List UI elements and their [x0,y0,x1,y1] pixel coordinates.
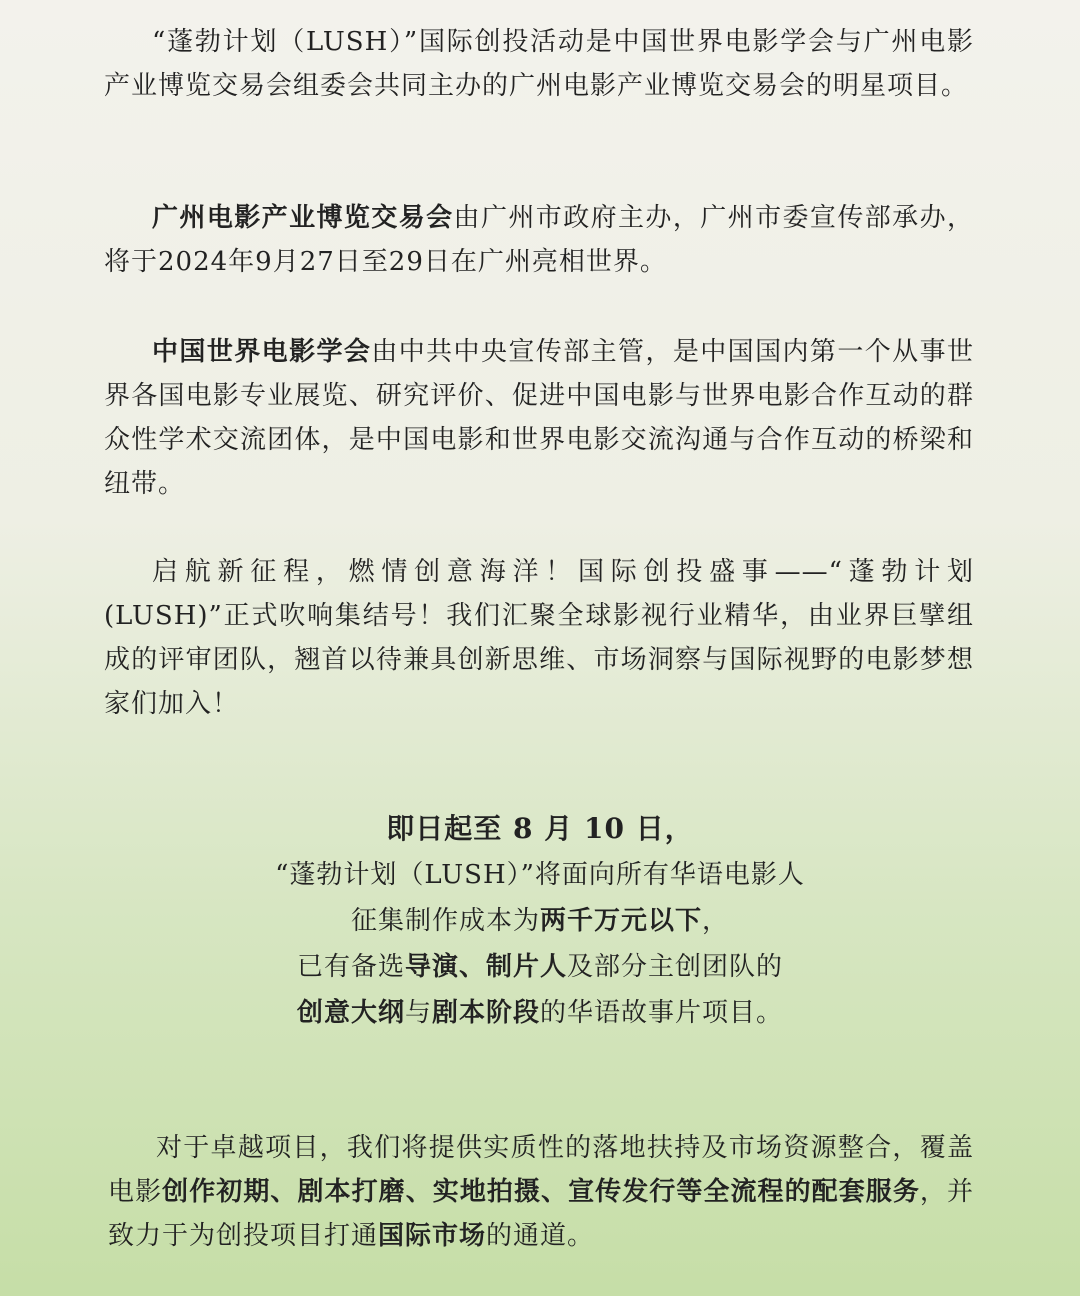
expo-name: 广州电影产业博览交易会 [152,203,454,233]
support-paragraph [108,1126,974,1258]
intro-paragraph-lush [104,20,974,108]
launch-text: 启航新征程，燃情创意海洋！国际创投盛事——“蓬勃计划(LUSH)”正式吹响集结号！我们汇聚全球影视行业精华，由业界巨擘组成的评审团队，翘首以待兼具创新思维、市场洞察与国际视野的电影梦想家们加入！ [104,557,974,719]
expo-description: 由广州市政府主办，广州市委宣传部承办，将于2024年9月27日至29日在广州亮相世界。 [104,203,974,277]
stage-connector: 与 [404,998,432,1028]
deadline-headline: 即日起至 8 月 10 日， [386,812,694,845]
support-market: 国际市场 [378,1221,487,1251]
stage-suffix: 的华语故事片项目。 [540,998,784,1028]
society-name: 中国世界电影学会 [152,337,372,367]
budget-suffix: ， [702,906,730,936]
budget-limit: 两千万元以下 [539,906,702,936]
call-for-entries [0,806,1080,1036]
call-target-line: “蓬勃计划（LUSH）”将面向所有华语电影人 [275,860,805,890]
team-suffix: 及部分主创团队的 [567,952,784,982]
team-roles: 导演、制片人 [404,952,567,982]
support-middle: ，并致力于为创投项目打通 [108,1177,974,1251]
team-line [0,944,1080,990]
budget-prefix: 征集制作成本为 [350,906,540,936]
intro-paragraph-expo [104,196,974,284]
intro-paragraph-launch [104,550,974,726]
support-services: 创作初期、剧本打磨、实地拍摄、宣传发行等全流程的配套服务 [162,1177,920,1207]
stage-outline: 创意大纲 [296,998,405,1028]
stage-line [0,990,1080,1036]
stage-script: 剧本阶段 [432,998,541,1028]
budget-line [0,898,1080,944]
society-description: 由中共中央宣传部主管，是中国国内第一个从事世界各国电影专业展览、研究评价、促进中国电影与世界电影合作互动的群众性学术交流团体，是中国电影和世界电影交流沟通与合作互动的桥梁和纽带。 [104,337,974,499]
intro-paragraph-society [104,330,974,506]
team-prefix: 已有备选 [296,952,405,982]
support-prefix: 对于卓越项目，我们将提供实质性的落地扶持及市场资源整合，覆盖电影 [108,1133,974,1207]
intro-text: “蓬勃计划（LUSH）”国际创投活动是中国世界电影学会与广州电影产业博览交易会组委会共同主办的广州电影产业博览交易会的明星项目。 [104,27,974,101]
support-suffix: 的通道。 [486,1221,595,1251]
